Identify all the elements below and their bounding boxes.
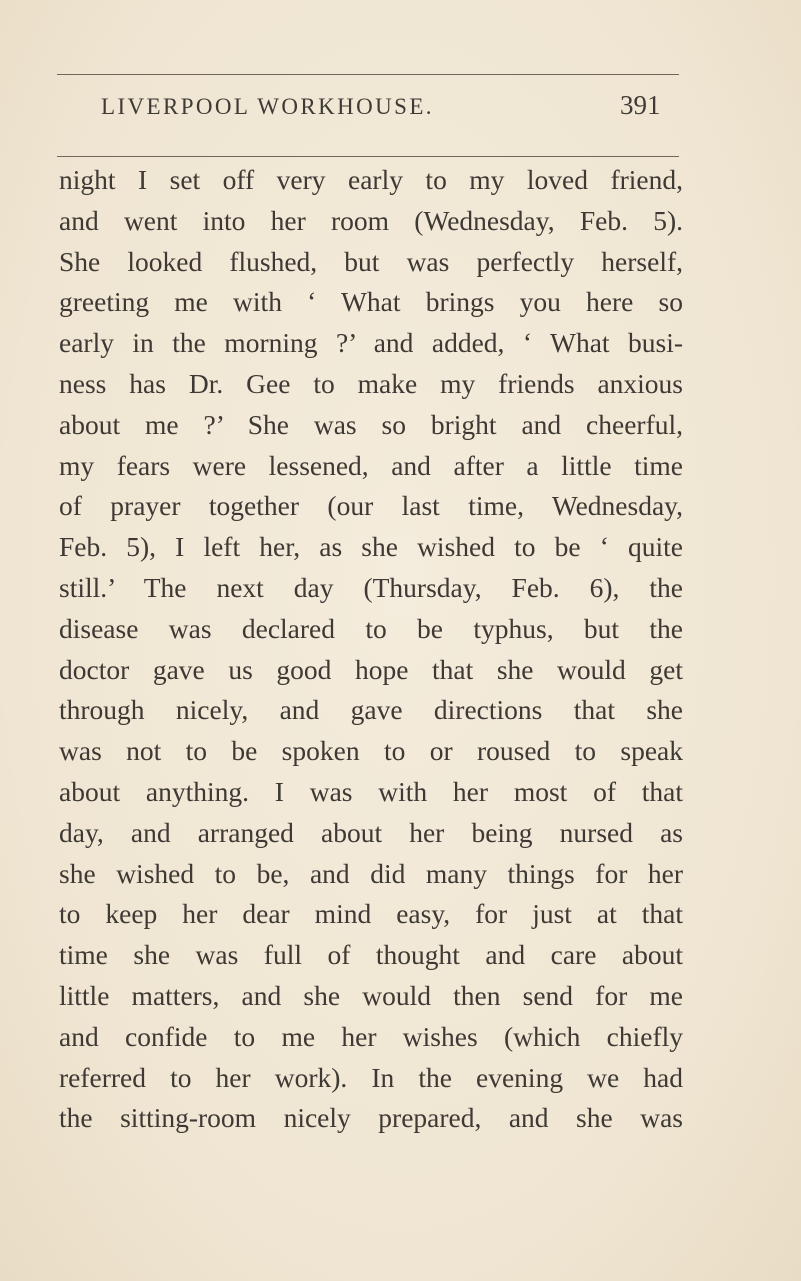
text-line: of prayer together (our last time, Wednesday,: [59, 490, 683, 522]
text-line: Feb. 5), I left her, as she wished to be ‘ quite: [59, 531, 683, 563]
text-line: early in the morning ?’ and added, ‘ What busi-: [59, 327, 683, 359]
text-line: about anything. I was with her most of that: [59, 775, 683, 807]
text-line: disease was declared to be typhus, but the: [59, 612, 683, 644]
running-head: LIVERPOOL WORKHOUSE.: [101, 94, 434, 119]
text-line: time she was full of thought and care about: [59, 939, 683, 971]
text-line: ness has Dr. Gee to make my friends anxious: [59, 367, 683, 399]
text-line: little matters, and she would then send for me: [59, 979, 683, 1011]
text-line: referred to her work). In the evening we had: [59, 1061, 683, 1093]
header-bottom-rule: [57, 156, 679, 157]
text-line: my fears were lessened, and after a little time: [59, 449, 683, 481]
text-line: she wished to be, and did many things for her: [59, 857, 683, 889]
text-line: She looked flushed, but was perfectly herself,: [59, 245, 683, 277]
text-line: greeting me with ‘ What brings you here so: [59, 286, 683, 318]
header-top-rule: [57, 74, 679, 75]
text-line: day, and arranged about her being nursed as: [59, 816, 683, 848]
text-line: to keep her dear mind easy, for just at that: [59, 898, 683, 930]
text-line: doctor gave us good hope that she would get: [59, 653, 683, 685]
text-line: was not to be spoken to or roused to speak: [59, 735, 683, 767]
text-line: still.’ The next day (Thursday, Feb. 6), the: [59, 571, 683, 603]
text-line: night I set off very early to my loved friend,: [59, 164, 683, 195]
text-line: through nicely, and gave directions that she: [59, 694, 683, 726]
page-number: 391: [620, 90, 661, 120]
text-line: the sitting-room nicely prepared, and she was: [59, 1102, 683, 1134]
text-line: and went into her room (Wednesday, Feb. 5).: [59, 204, 683, 236]
body-text: [59, 160, 683, 1139]
text-line: about me ?’ She was so bright and cheerful,: [59, 408, 683, 440]
text-line: and confide to me her wishes (which chiefly: [59, 1020, 683, 1052]
